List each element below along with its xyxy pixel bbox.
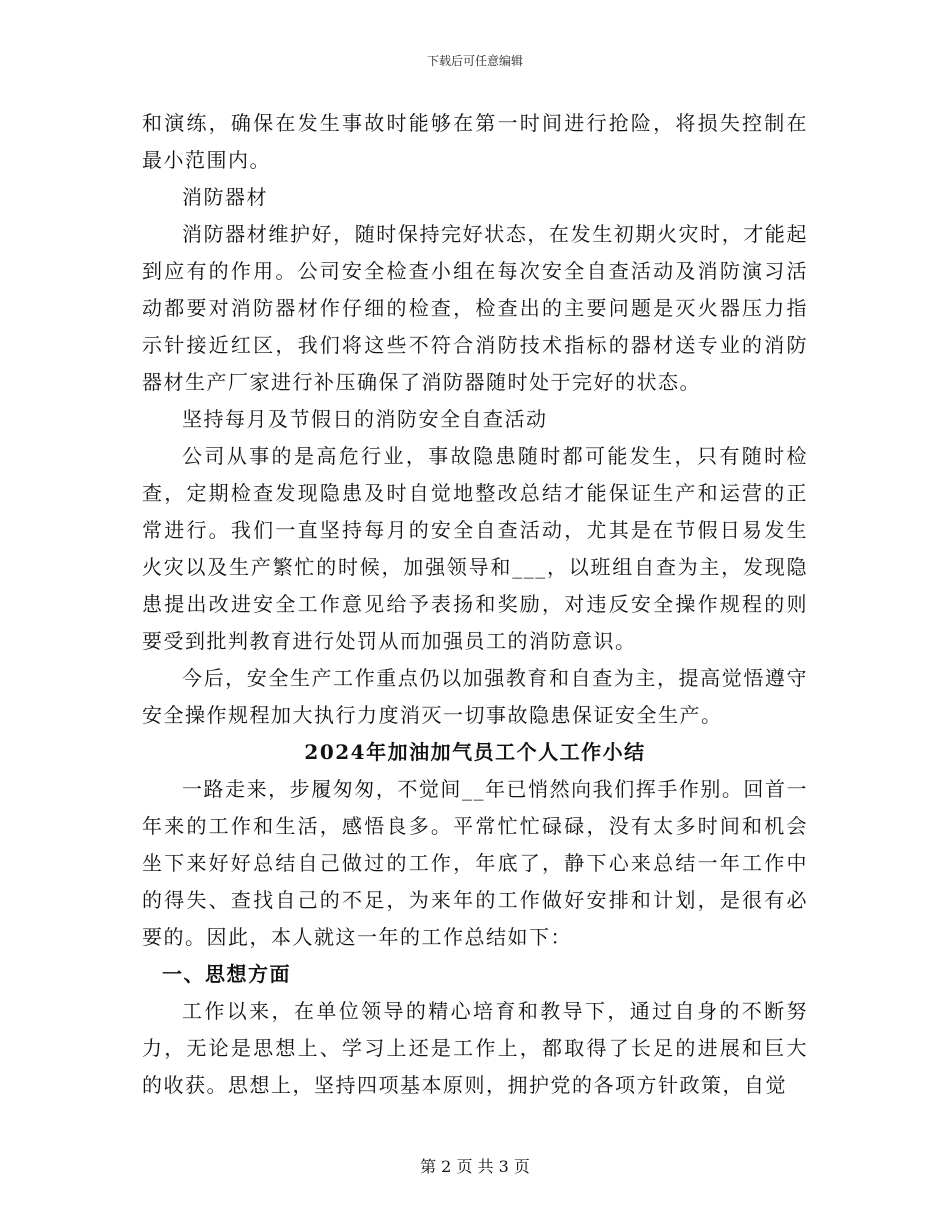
paragraph-future-plan: 今后，安全生产工作重点仍以加强教育和自查为主，提高觉悟遵守安全操作规程加大执行力度消灭一切事故隐患保证安全生产。	[142, 666, 808, 727]
heading-ideology: 一、思想方面	[162, 962, 291, 986]
paragraph-monthly-inspection: 公司从事的是高危行业，事故隐患随时都可能发生，只有随时检查，定期检查发现隐患及时自觉地整改总结才能保证生产和运营的正常进行。我们一直坚持每月的安全自查活动，尤其是在节假日易发生火灾以及生产繁忙的时候，加强领导和___，以班组自查为主，发现隐患提出改进安全工作意见给予表扬和奖励，对违反安全操作规程的则要受到批判教育进行处罚从而加强员工的消防意识。	[142, 444, 808, 653]
subheading-monthly-inspection: 坚持每月及节假日的消防安全自查活动	[182, 407, 548, 431]
document-body	[142, 105, 808, 1104]
page-footer: 第 2 页 共 3 页	[420, 1157, 530, 1176]
paragraph-continuation: 和演练，确保在发生事故时能够在第一时间进行抢险，将损失控制在最小范围内。	[142, 111, 808, 172]
paragraph-ideology: 工作以来，在单位领导的精心培育和教导下，通过自身的不断努力，无论是思想上、学习上还是工作上，都取得了长足的进展和巨大的收获。思想上，坚持四项基本原则，拥护党的各项方针政策，自觉	[142, 999, 808, 1097]
paragraph-fire-equipment: 消防器材维护好，随时保持完好状态，在发生初期火灾时，才能起到应有的作用。公司安全检查小组在每次安全自查活动及消防演习活动都要对消防器材作仔细的检查，检查出的主要问题是灭火器压力指示针接近红区，我们将这些不符合消防技术指标的器材送专业的消防器材生产厂家进行补压确保了消防器随时处于完好的状态。	[142, 222, 808, 394]
paragraph-intro: 一路走来，步履匆匆，不觉间__年已悄然向我们挥手作别。回首一年来的工作和生活，感悟良多。平常忙忙碌碌，没有太多时间和机会坐下来好好总结自己做过的工作，年底了，静下心来总结一年工作中的得失、查找自己的不足，为来年的工作做好安排和计划，是很有必要的。因此，本人就这一年的工作总结如下：	[142, 777, 808, 949]
page-header: 下载后可任意编辑	[426, 54, 523, 68]
section-title: 2024年加油加气员工个人工作小结	[304, 740, 646, 764]
subheading-fire-equipment: 消防器材	[182, 185, 268, 209]
